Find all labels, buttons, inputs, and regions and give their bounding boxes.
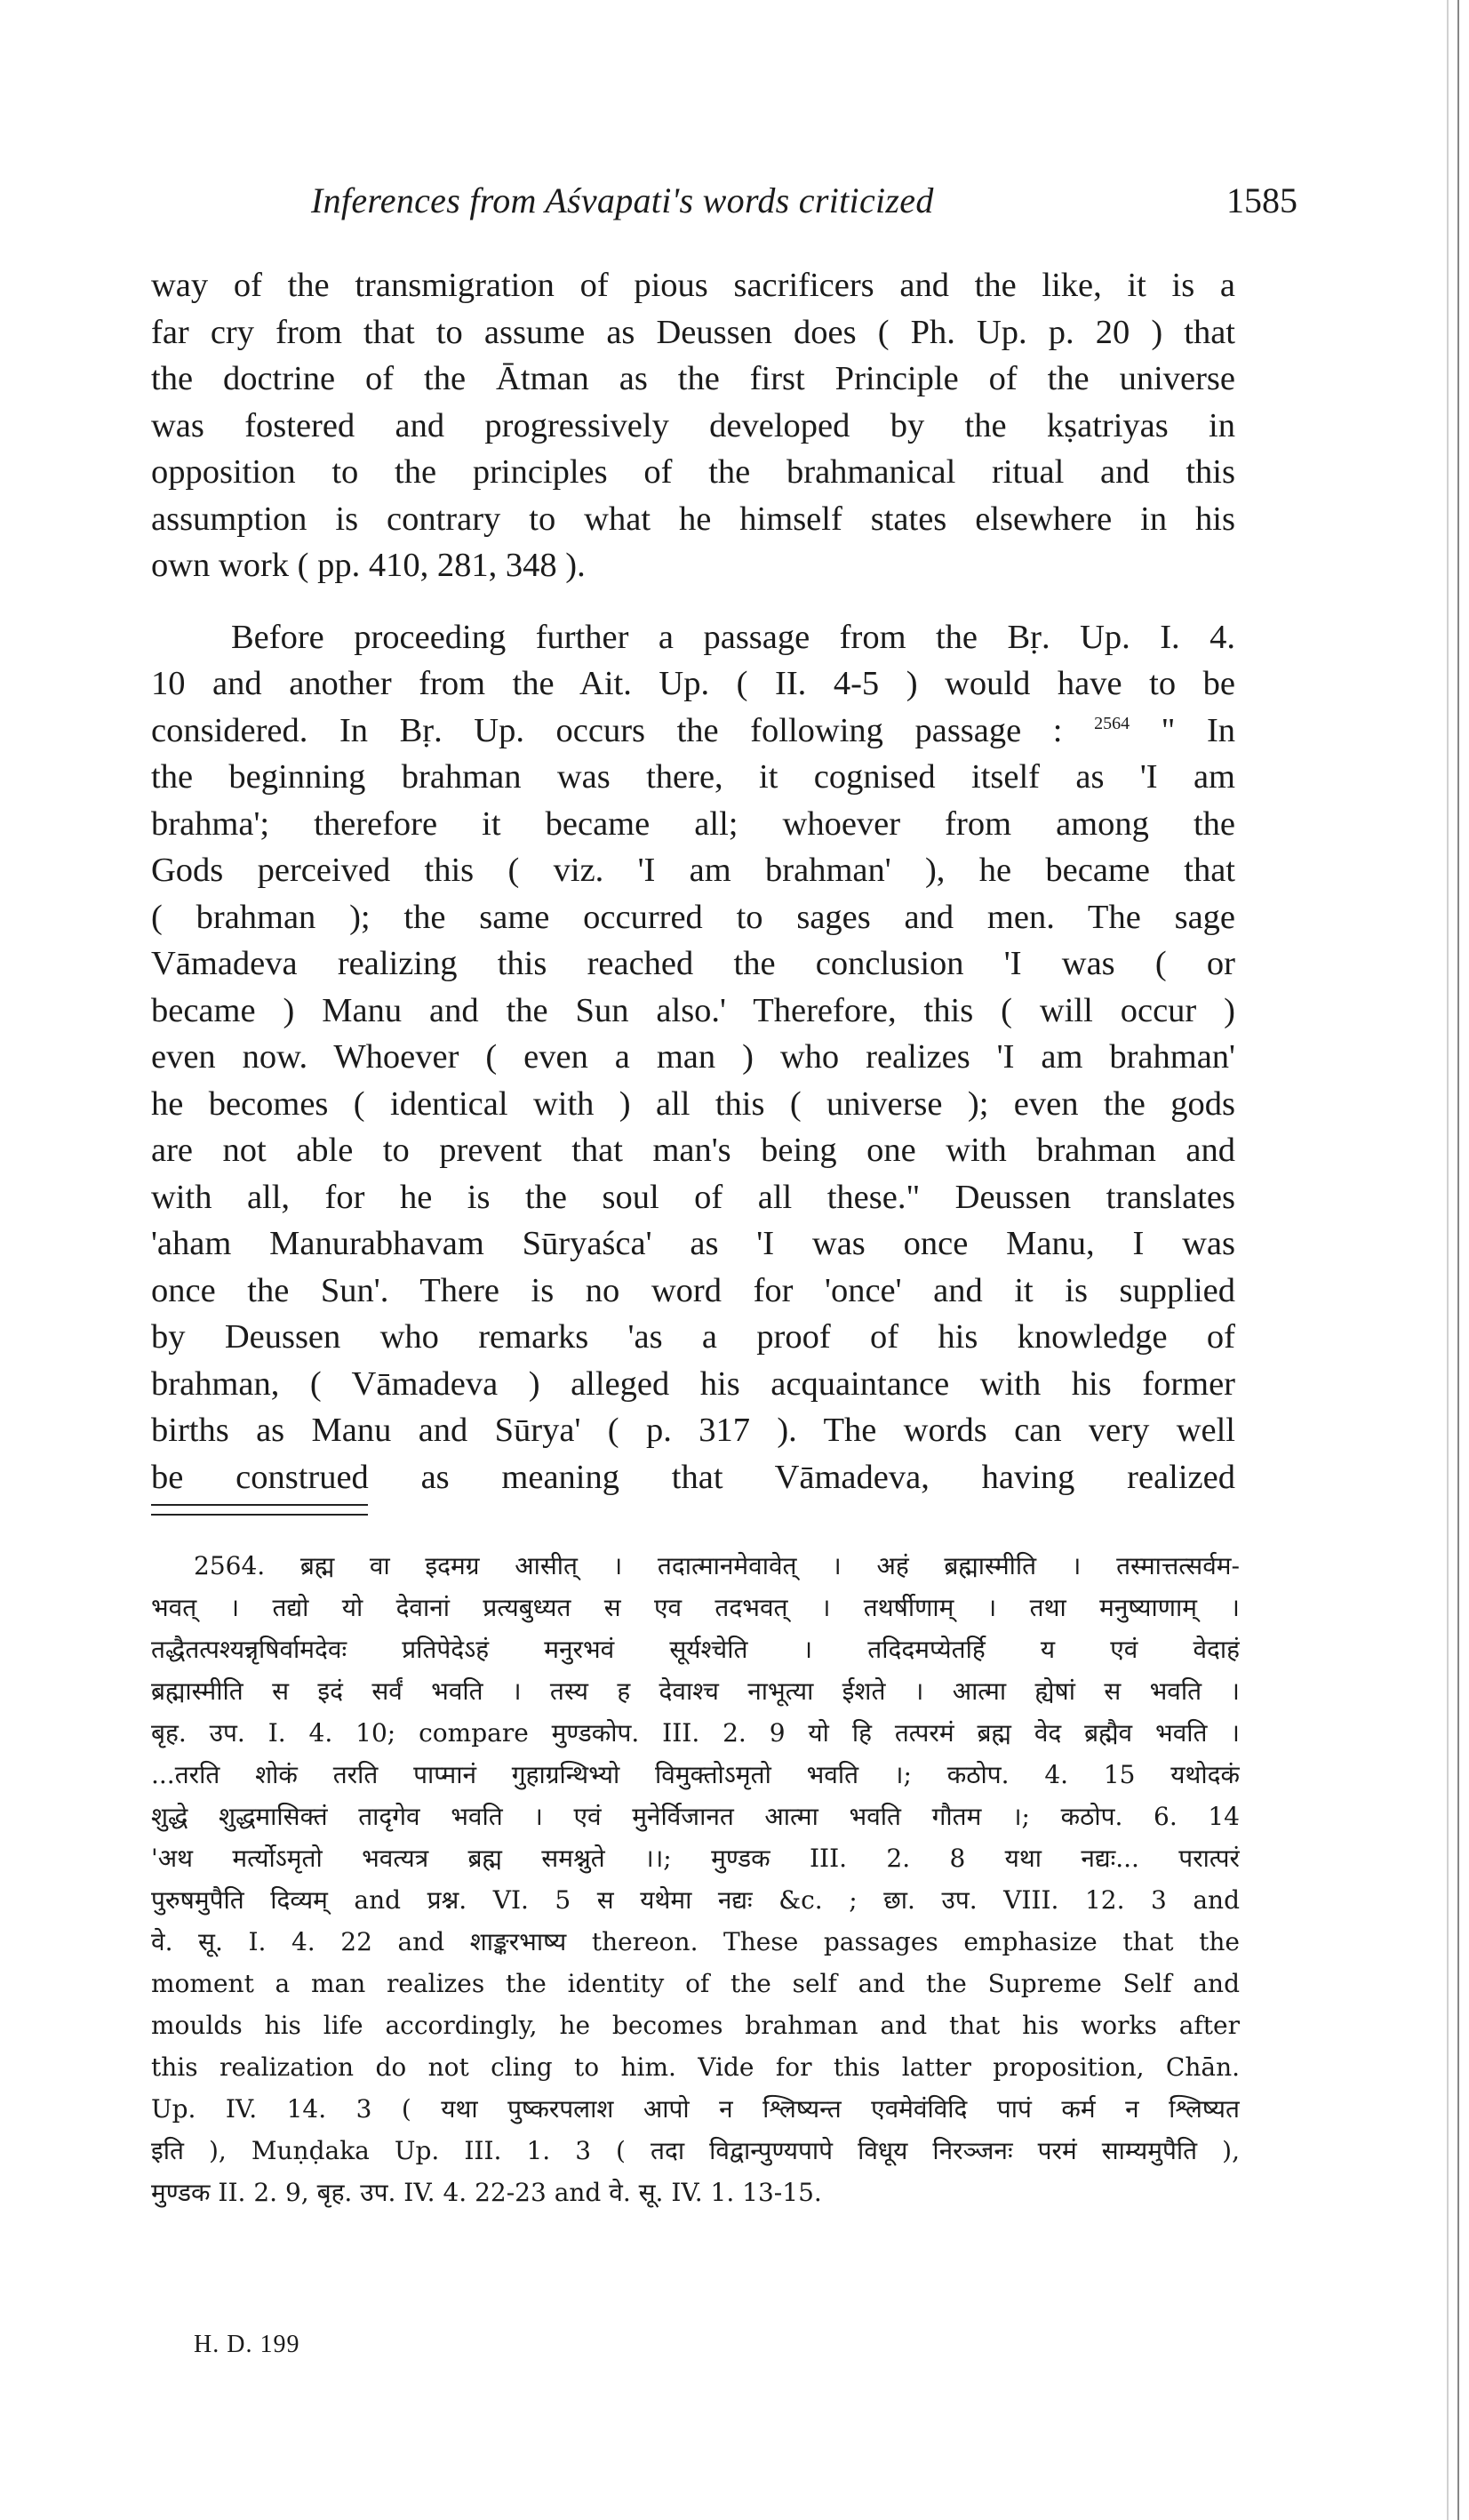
page-number: 1585 [1226, 180, 1297, 220]
text-line: he becomes ( identical with ) all this ( universe ); even the gods [151, 1084, 1235, 1123]
text-line-with-footnote [151, 708, 1235, 755]
text-line: far cry from that to assume as Deussen does ( Ph. Up. p. 20 ) that [151, 313, 1235, 351]
text-line: opposition to the principles of the brahmanical ritual and this [151, 453, 1235, 491]
footnote-line: moulds his life accordingly, he becomes brahman and that his works after [151, 2011, 1240, 2040]
text-line: own work ( pp. 410, 281, 348 ). [151, 547, 586, 584]
text-line: 'aham Manurabhavam Sūryaśca' as 'I was once Manu, I was [151, 1225, 1235, 1262]
text-line: be construed as meaning that Vāmadeva, having realized [151, 1458, 1235, 1496]
footnote-line: moment a man realizes the identity of the self and the Supreme Self and [151, 1969, 1240, 1998]
text-line: brahma'; therefore it became all; whoever from among the [151, 804, 1235, 843]
footnote-line: बृह. उप. I. 4. 10; compare मुण्डकोप. III. 2. 9 यो हि तत्परमं ब्रह्म वेद ब्रह्मैव भवति । [151, 1718, 1240, 1748]
text-line: Gods perceived this ( viz. 'I am brahman' ), he became that [151, 852, 1235, 889]
footnote-text: ब्रह्म वा इदमग्र आसीत् । तदात्मानमेवावेत् । अहं ब्रह्मास्मीति । तस्मात्तत्सर्वम- [299, 1551, 1240, 1580]
text-line: with all, for he is the soul of all these." Deussen translates [151, 1178, 1235, 1216]
text-line: 10 and another from the Ait. Up. ( II. 4-5 ) would have to be [151, 665, 1235, 702]
footnote-rule [151, 1514, 368, 1516]
paragraph-2 [151, 614, 1235, 1501]
running-title: Inferences from Aśvapati's words criticized [311, 180, 934, 220]
footnote-line: मुण्डक II. 2. 9, बृह. उप. IV. 4. 22-23 and वे. सू. IV. 1. 13-15. [151, 2178, 822, 2207]
text-line: births as Manu and Sūrya' ( p. 317 ). The words can very well [151, 1412, 1235, 1449]
signature-mark: H. D. 199 [194, 2331, 300, 2358]
text-line: way of the transmigration of pious sacrificers and the like, it is a [151, 267, 1235, 304]
footnote-line: वे. सू. I. 4. 22 and शाङ्करभाष्य thereon. These passages emphasize that the [151, 1927, 1240, 1956]
page-edge-line [1457, 0, 1459, 2520]
footnote-line [151, 1545, 1240, 1587]
footnote-line: शुद्धे शुद्धमासिक्तं तादृगेव भवति । एवं मुनेर्विजानत आत्मा भवति गौतम ।; कठोप. 6. 14 [151, 1802, 1240, 1831]
footnote-line: Up. IV. 14. 3 ( यथा पुष्करपलाश आपो न श्लिष्यन्त एवमेवंविदि पापं कर्म न श्लिष्यत [151, 2094, 1240, 2124]
footnote-line: ब्रह्मास्मीति स इदं सर्वं भवति । तस्य ह देवाश्च नाभूत्या ईशते । आत्मा ह्येषां स भवति । [151, 1676, 1240, 1706]
footnote-line: भवत् । तद्यो यो देवानां प्रत्यबुध्यत स एव तदभवत् । तथर्षीणाम् । तथा मनुष्याणाम् । [151, 1593, 1240, 1622]
text-line: assumption is contrary to what he himself states elsewhere in his [151, 500, 1235, 538]
footnote-number: 2564. [194, 1551, 266, 1580]
quote-open: " In [1161, 711, 1236, 749]
footnote-line: तद्धैतत्पश्यन्नृषिर्वामदेवः प्रतिपेदेऽहं मनुरभवं सूर्यश्चेति । तदिदमप्येतर्हि य एवं वेदाहं [151, 1635, 1240, 1664]
running-head [151, 169, 1297, 231]
footnote-line: 'अथ मर्त्योऽमृतो भवत्यत्र ब्रह्म समश्नुते ।।; मुण्डक III. 2. 8 यथा नद्यः... परात्परं [151, 1844, 1240, 1873]
text-line: brahman, ( Vāmadeva ) alleged his acquaintance with his former [151, 1364, 1235, 1403]
body-text [151, 262, 1235, 1500]
footnote-line: इति ), Muṇḍaka Up. III. 1. 3 ( तदा विद्वान्पुण्यपापे विधूय निरञ्जनः परमं साम्यमुपैति ), [151, 2136, 1240, 2165]
paragraph-1 [151, 262, 1235, 589]
text-line: Before proceeding further a passage from the Bṛ. Up. I. 4. [231, 618, 1235, 656]
text-line: Vāmadeva realizing this reached the conclusion 'I was ( or [151, 945, 1235, 982]
text-line: even now. Whoever ( even a man ) who realizes 'I am brahman' [151, 1038, 1235, 1076]
text-line: was fostered and progressively developed by the kṣatriyas in [151, 406, 1235, 444]
text-line: ( brahman ); the same occurred to sages and men. The sage [151, 898, 1235, 936]
text-line: once the Sun'. There is no word for 'once' and it is supplied [151, 1271, 1235, 1309]
footnote-block [151, 1545, 1240, 2213]
text-line: the beginning brahman was there, it cognised itself as 'I am [151, 758, 1235, 796]
footnote-marker: 2564 [1094, 713, 1130, 733]
text-line: are not able to prevent that man's being one with brahman and [151, 1132, 1235, 1169]
text-line: the doctrine of the Ātman as the first Principle of the universe [151, 360, 1235, 397]
footnote-line: पुरुषमुपैति दिव्यम् and प्रश्न. VI. 5 स यथेमा नद्यः &c. ; छा. उप. VIII. 12. 3 and [151, 1885, 1240, 1915]
footnote-rule [151, 1504, 368, 1506]
text-line: by Deussen who remarks 'as a proof of his knowledge of [151, 1318, 1235, 1356]
text-line: became ) Manu and the Sun also.' Therefore, this ( will occur ) [151, 991, 1235, 1029]
footnote-line: ...तरति शोकं तरति पाप्मानं गुहाग्रन्थिभ्यो विमुक्तोऽमृतो भवति ।; कठोप. 4. 15 यथोदकं [151, 1760, 1240, 1789]
page-edge-shadow [1447, 0, 1449, 2520]
footnote-line: this realization do not cling to him. Vide for this latter proposition, Chān. [151, 2052, 1240, 2082]
text-segment: considered. In Bṛ. Up. occurs the following passage : [151, 711, 1063, 749]
